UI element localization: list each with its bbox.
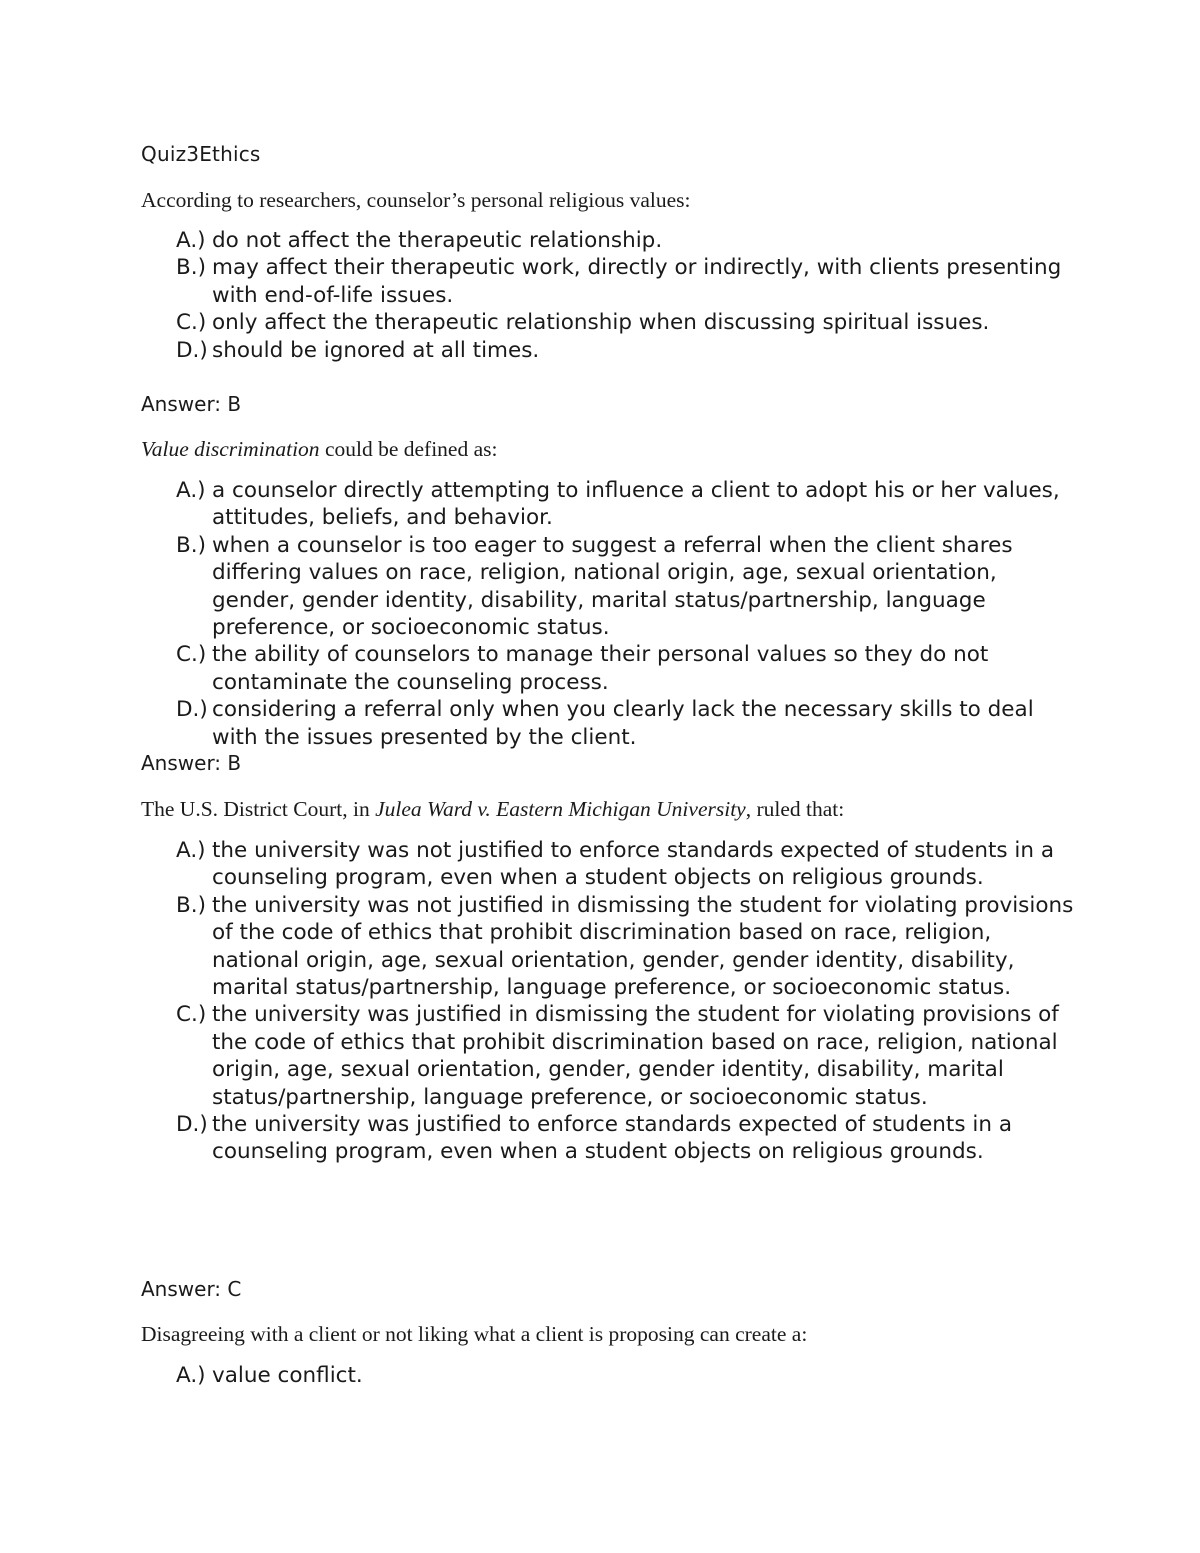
question-1-answer: Answer: B [141, 392, 242, 416]
option-letter: A.) [176, 838, 206, 863]
option-item [176, 254, 1076, 309]
option-text: a counselor directly attempting to influence a client to adopt his or her values, attitudes, beliefs, and behavior. [212, 478, 1060, 531]
option-text: should be ignored at all times. [212, 337, 540, 363]
option-letter: D.) [176, 1112, 208, 1138]
option-item [176, 1111, 1076, 1166]
option-letter: D.) [176, 697, 208, 723]
question-2-answer: Answer: B [141, 751, 242, 775]
question-3-options [176, 837, 1076, 1166]
option-letter: C.) [176, 642, 207, 668]
option-text: the university was not justified to enforce standards expected of students in a counseling program, even when a student objects on religious grounds. [212, 838, 1055, 891]
option-text: the university was justified to enforce standards expected of students in a counseling program, even when a student objects on religious grounds. [212, 1112, 1012, 1165]
option-item [176, 892, 1076, 1002]
question-2-prompt-rest: could be defined as: [319, 437, 498, 461]
option-item [176, 227, 1076, 254]
option-letter: C.) [176, 1002, 207, 1028]
question-4-options [176, 1362, 1076, 1389]
option-text: only affect the therapeutic relationship when discussing spiritual issues. [212, 310, 990, 336]
option-text: the university was justified in dismissing the student for violating provisions of the code of ethics that prohibit discrimination based on race, religion, national origin, age, sexual orientation, gender, gender identity, disability, marital status/partnership, language preference, or socioeconomic status. [212, 1002, 1059, 1110]
option-text: considering a referral only when you clearly lack the necessary skills to deal with the issues presented by the client. [212, 697, 1034, 750]
question-2-options [176, 477, 1076, 751]
option-letter: A.) [176, 228, 206, 253]
option-item [176, 1362, 1076, 1389]
option-item [176, 837, 1076, 892]
option-text: when a counselor is too eager to suggest a referral when the client shares differing values on race, religion, national origin, age, sexual orientation, gender, gender identity, disability, marital status/partnership, language preference, or socioeconomic status. [212, 532, 1013, 641]
question-3-prompt-start: The U.S. District Court, in [141, 797, 376, 821]
question-3-prompt [141, 795, 844, 823]
option-letter: A.) [176, 478, 206, 503]
question-3-answer: Answer: C [141, 1277, 242, 1301]
option-letter: C.) [176, 310, 207, 336]
option-letter: B.) [176, 892, 206, 918]
option-text: value conflict. [212, 1363, 363, 1388]
option-text: do not affect the therapeutic relationship. [212, 228, 663, 253]
question-1-prompt: According to researchers, counselor’s personal religious values: [141, 188, 691, 212]
option-item [176, 309, 1076, 336]
option-item [176, 696, 1076, 751]
option-letter: D.) [176, 337, 208, 363]
question-3-case-name: Julea Ward v. Eastern Michigan University [375, 797, 746, 821]
option-letter: B.) [176, 532, 206, 558]
question-2-prompt [141, 435, 497, 463]
question-3-prompt-end: , ruled that: [745, 797, 845, 821]
option-letter: B.) [176, 255, 206, 281]
question-4-prompt: Disagreeing with a client or not liking what a client is proposing can create a: [141, 1322, 808, 1346]
option-item [176, 337, 1076, 364]
document-title: Quiz3Ethics [141, 142, 261, 166]
option-text: the ability of counselors to manage their personal values so they do not contaminate the counseling process. [212, 642, 989, 695]
option-item [176, 641, 1076, 696]
option-text: the university was not justified in dismissing the student for violating provisions of the code of ethics that prohibit discrimination based on race, religion, national origin, age, sexual orientation, gender, gender identity, disability, marital status/partnership, language preference, or socioeconomic status. [212, 892, 1074, 1001]
option-item [176, 532, 1076, 642]
option-item [176, 477, 1076, 532]
option-text: may affect their therapeutic work, directly or indirectly, with clients presenting with end-of-life issues. [212, 255, 1062, 308]
option-letter: A.) [176, 1363, 206, 1388]
question-2-prompt-italic: Value discrimination [141, 437, 320, 461]
question-1-options [176, 227, 1076, 364]
option-item [176, 1001, 1076, 1111]
